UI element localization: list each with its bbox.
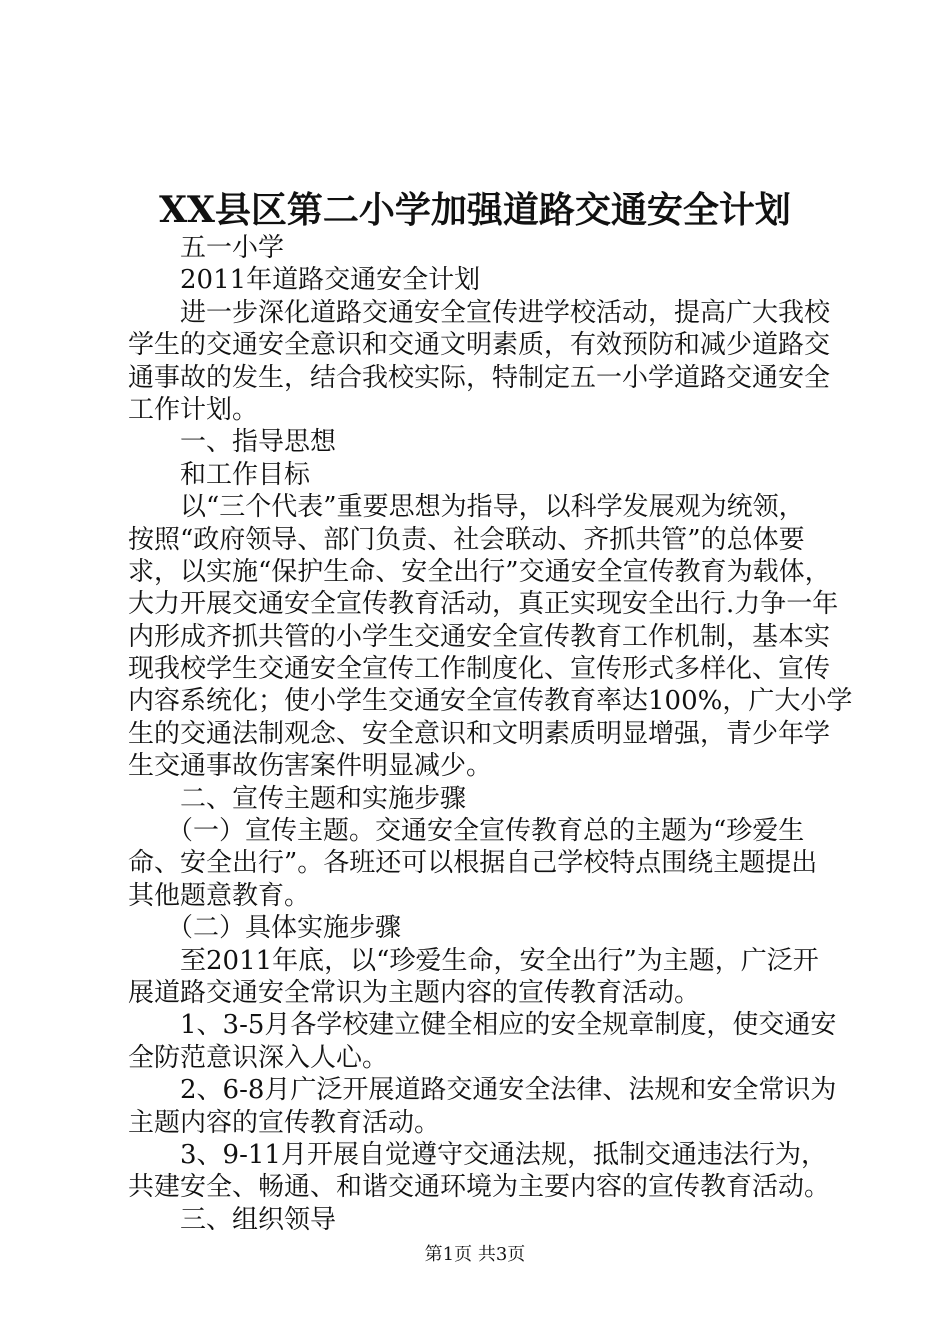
body-line: 全防范意识深入人心。 <box>128 1042 389 1073</box>
body-line: 通事故的发生，结合我校实际，特制定五一小学道路交通安全 <box>128 362 831 393</box>
body-line: 五一小学 <box>128 233 285 263</box>
body-line: 至2011年底，以“珍爱生命，安全出行”为主题，广泛开 <box>128 945 819 976</box>
body-line: 共建安全、畅通、和谐交通环境为主要内容的宣传教育活动。 <box>128 1172 831 1203</box>
document-body <box>128 232 853 1236</box>
body-line: 以“三个代表”重要思想为指导，以科学发展观为统领， <box>128 492 805 523</box>
body-line: 展道路交通安全常识为主题内容的宣传教育活动。 <box>128 977 701 1008</box>
body-line: 2、6-8月广泛开展道路交通安全法律、法规和安全常识为 <box>128 1075 837 1106</box>
subsection-heading: （二）具体实施步骤 <box>128 913 402 944</box>
section-heading: 一、指导思想 <box>128 427 337 458</box>
section-heading: 和工作目标 <box>128 459 311 490</box>
body-line: 按照“政府领导、部门负责、社会联动、齐抓共管”的总体要 <box>128 524 805 555</box>
body-line: 内形成齐抓共管的小学生交通安全宣传教育工作机制，基本实 <box>128 621 831 652</box>
body-line: 1、3-5月各学校建立健全相应的安全规章制度，使交通安 <box>128 1010 837 1041</box>
body-line: 工作计划。 <box>128 394 259 425</box>
body-line: 其他题意教育。 <box>128 880 311 911</box>
section-heading: 二、宣传主题和实施步骤 <box>128 783 467 814</box>
body-line: 大力开展交通安全宣传教育活动，真正实现安全出行.力争一年 <box>128 589 839 620</box>
section-heading: 三、组织领导 <box>128 1204 337 1235</box>
body-line: 求，以实施“保护生命、安全出行”交通安全宣传教育为载体， <box>128 556 831 587</box>
body-line: （一）宣传主题。交通安全宣传教育总的主题为“珍爱生 <box>128 816 805 847</box>
document-title: XX县区第二小学加强道路交通安全计划 <box>159 189 791 231</box>
body-line: 进一步深化道路交通安全宣传进学校活动，提高广大我校 <box>128 297 831 328</box>
body-line: 内容系统化；使小学生交通安全宣传教育率达100%，广大小学 <box>128 686 853 717</box>
body-line: 3、9-11月开展自觉遵守交通法规，抵制交通违法行为， <box>128 1139 827 1170</box>
body-line: 学生的交通安全意识和交通文明素质，有效预防和减少道路交 <box>128 330 831 361</box>
body-line: 生的交通法制观念、安全意识和文明素质明显增强，青少年学 <box>128 718 831 749</box>
page-footer: 第1页 共3页 <box>424 1244 526 1265</box>
body-line: 主题内容的宣传教育活动。 <box>128 1107 441 1138</box>
body-line: 2011年道路交通安全计划 <box>128 265 481 296</box>
body-line: 生交通事故伤害案件明显减少。 <box>128 751 493 782</box>
body-line: 命、安全出行”。各班还可以根据自己学校特点围绕主题提出 <box>128 848 818 879</box>
body-line: 现我校学生交通安全宣传工作制度化、宣传形式多样化、宣传 <box>128 654 831 685</box>
